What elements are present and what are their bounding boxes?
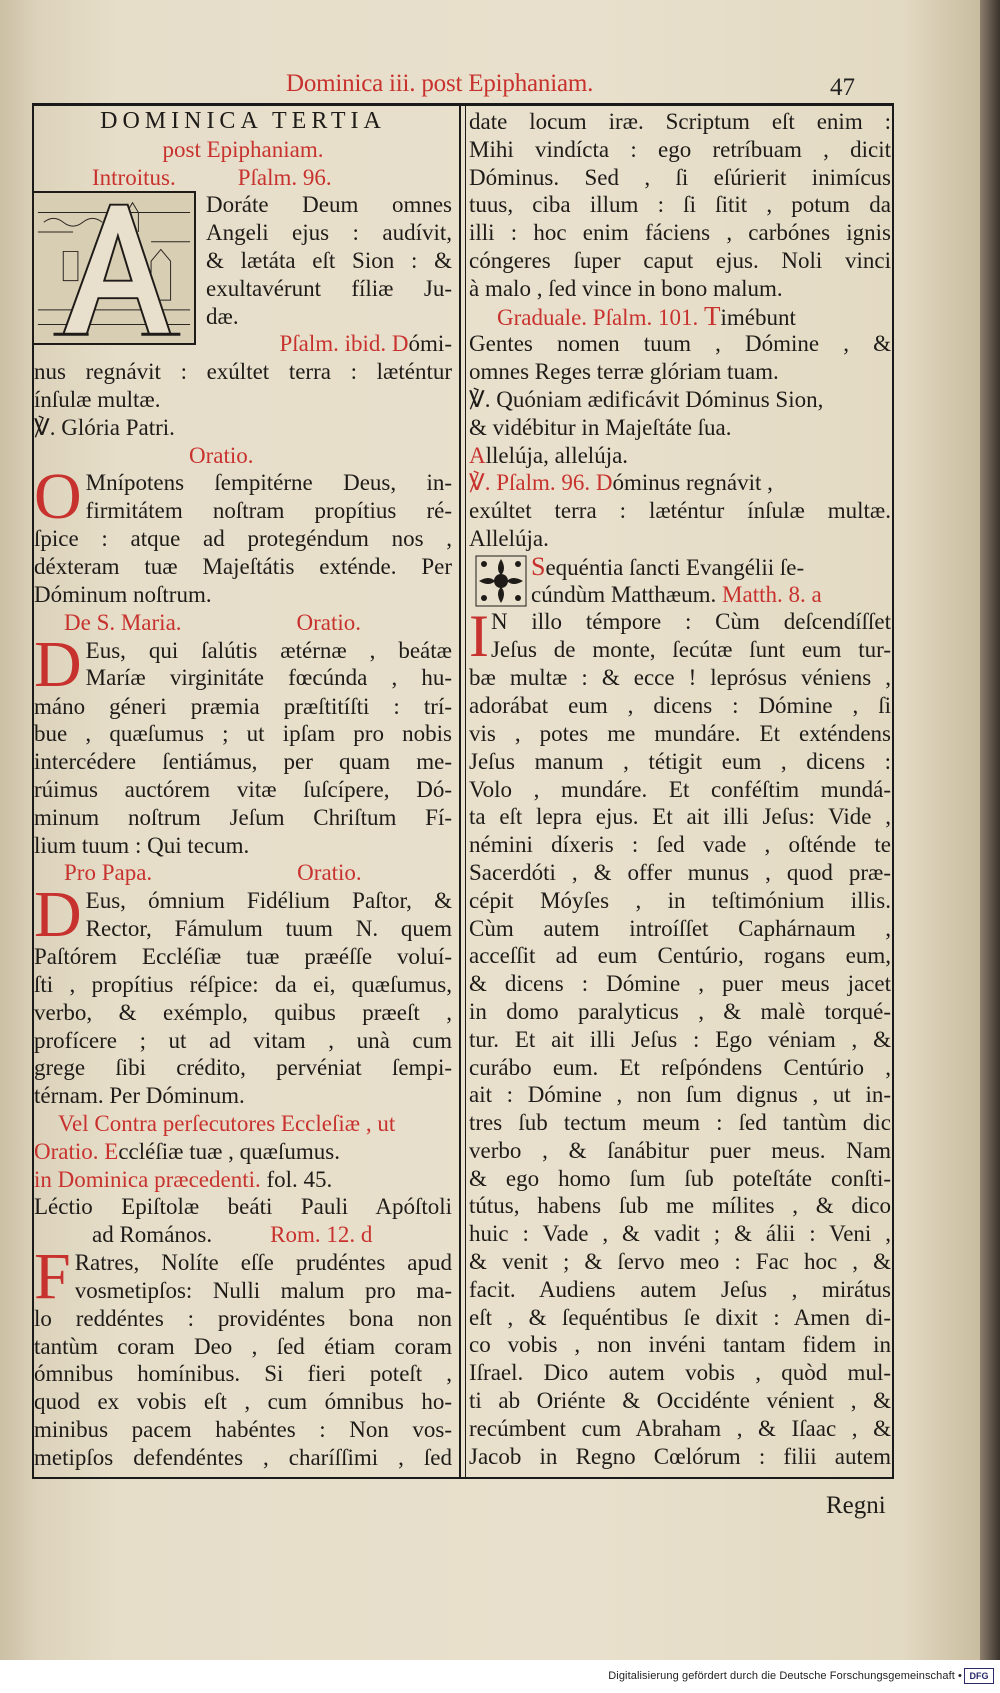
alleluia-text: llelúja, allelúja.: [485, 442, 629, 468]
epistle-line: à malo , ſed vince in bono malum.: [469, 275, 783, 301]
fleuron-ornament-icon: [475, 555, 527, 607]
introit-psalm: Pſalm. 96.: [237, 164, 332, 190]
oratio-line: ſpice : atque ad protegéndum nos ,: [34, 526, 452, 552]
sequentia-initial: S: [531, 552, 546, 581]
contra-oratio-line: [34, 1138, 452, 1166]
left-column: [34, 108, 452, 1472]
gospel-line: & ego homo ſum ſub poteſtáte conſti-: [469, 1165, 891, 1191]
catchword: Regni: [826, 1492, 886, 1519]
epistle-line: cóngeres ſuper caput ejus. Noli vinci: [469, 247, 891, 273]
oratio-line: máno géneri præmia præſtitíſti : trí-: [34, 693, 452, 719]
gospel-line: co vobis , non invéni tantam fidem in: [469, 1332, 891, 1358]
epistle-line: Dóminus. Sed , ſi eſúrierit inimícus: [469, 164, 891, 190]
contra-line: Vel Contra perſecutores Eccleſiæ , ut: [58, 1110, 396, 1136]
sequentia-evangelist: cúndùm Matthæum.: [531, 581, 717, 607]
oratio-line: lium tuum : Qui tecum.: [34, 832, 250, 858]
dropcap-I: I: [469, 603, 489, 670]
gospel-line: recúmbent cum Abraham , & Iſaac , &: [469, 1415, 891, 1441]
gospel-line: Sacerdóti , & offer munus , quod præ-: [469, 859, 891, 885]
oratio-line: Eus, ómnium Fidélium Paſtor, &: [85, 888, 452, 914]
oratio2-block: [34, 627, 452, 860]
dropcap-D: D: [34, 878, 82, 952]
oratio-line: Rector, Fámulum tuum N. quem: [85, 915, 452, 941]
gospel-line: N illo témpore : Cùm deſcendíſſet: [490, 609, 891, 635]
mass-subtitle: post Epiphaniam.: [162, 136, 324, 162]
epistle-line: tuus, ciba illum : ſi ſitit , potum da: [469, 192, 891, 218]
psalm-line: nus regnávit : exúltet terra : læténtur: [34, 359, 452, 385]
dropcap-D: D: [34, 627, 82, 701]
versicle-line: ℣. Quóniam ædificávit Dóminus Sion,: [469, 386, 824, 412]
gospel-line: ta eſt lepra ejus. Et ait illi Jeſus: Vide ,: [469, 804, 891, 830]
introit-line: & lætáta eſt Sion : &: [206, 247, 452, 273]
versicle-psalm-label: ℣. Pſalm. 96. D: [469, 470, 613, 496]
oratio-line: profícere ; ut ad vitam , unà cum: [34, 1027, 452, 1053]
gospel-line: tútus, habens ſub me mílites , & dico: [469, 1193, 891, 1219]
epistle-line: date locum iræ. Scriptum eſt enim :: [469, 109, 891, 134]
frame-rule-bottom: [32, 1477, 894, 1479]
woodcut-initial-A-icon: [32, 191, 196, 345]
gospel-line: ti ab Oriénte & Occidénte vénient , &: [469, 1388, 891, 1414]
gospel-line: Cùm autem introíſſet Caphárnaum ,: [469, 915, 891, 941]
gospel-line: bæ multæ : & ecce ! leprósus véniens ,: [469, 665, 891, 691]
graduale-heading: [469, 303, 891, 331]
versicle-psalm-text: óminus regnávit ,: [612, 470, 773, 496]
gospel-line: tur. Et ait illi Jeſus : Ego véniam , &: [469, 1026, 891, 1052]
introit-label: Introitus.: [92, 164, 176, 190]
oratio-line: Mnípotens ſempitérne Deus, in-: [85, 470, 452, 496]
graduale-line: omnes Reges terræ glóriam tuam.: [469, 359, 779, 385]
footer-text: Digitalisierung gefördert durch die Deutsche Forschungsgemeinschaft •: [608, 1670, 962, 1682]
versicle-psalm-line: exúltet terra : læténtur ínſulæ multæ.: [469, 498, 891, 524]
psalm-line: ínſulæ multæ.: [34, 386, 161, 412]
oratio3-block: [34, 878, 452, 1110]
lectio-addressee: ad Romános.: [92, 1222, 213, 1248]
papa-label: Pro Papa.: [64, 860, 153, 886]
oratio-line: déxteram tuæ Majeſtátis exténde. Per: [34, 554, 452, 580]
column-divider: [459, 103, 461, 1479]
lectio-line: minibus pacem habéntes : Non vos-: [34, 1417, 452, 1443]
lectio-line: Ratres, Nolíte eſſe prudéntes apud: [74, 1249, 452, 1275]
sequentia-ref: Matth. 8. a: [722, 581, 822, 607]
gospel-line: in domo paralyticus , & malè torqué-: [469, 998, 891, 1024]
gospel-line: acceſſit ad eum Centúrio, rogans eum,: [469, 943, 891, 969]
dropcap-O: O: [34, 460, 82, 534]
contra-oratio-text: ccléſiæ tuæ , quæſumus.: [118, 1138, 341, 1164]
contra-ref-label: in Dominica præcedenti.: [34, 1166, 261, 1192]
oratio-line: térnam. Per Dóminum.: [34, 1083, 245, 1109]
maria-oratio: Oratio.: [296, 609, 362, 635]
gospel-line: Jeſus manum , tétigit eum , dicens :: [469, 748, 891, 774]
gospel-line: huic : Vade , & vadit ; & álii : Veni ,: [469, 1221, 891, 1247]
introit-line: Doráte Deum omnes: [206, 192, 452, 218]
epistle-line: Mihi vindícta : ego retríbuam , dicit: [469, 136, 891, 162]
lectio-subheading: [34, 1221, 452, 1249]
versicle-psalm-line: Allelúja.: [469, 525, 549, 551]
lectio-line: lo reddéntes : providéntes bona non: [34, 1305, 452, 1331]
gospel-line: facit. Audiens autem Jeſus , mirátus: [469, 1276, 891, 1302]
lectio-ref: Rom. 12. d: [270, 1222, 373, 1248]
oratio-line: firmitátem noſtram propítius ré-: [85, 498, 452, 524]
oratio-line: verbo, & exémplo, quibus præeſt ,: [34, 999, 452, 1025]
lectio-line: quod ex vobis eſt , cum ómnibus ho-: [34, 1389, 452, 1415]
dropcap-F: F: [34, 1239, 71, 1313]
gospel-line: Volo , mundáre. Et conféſtim mundá-: [469, 776, 891, 802]
oratio-line: Dóminum noſtrum.: [34, 581, 212, 607]
oratio-line: grege ſibi crédito, pervéniat ſempi-: [34, 1055, 452, 1081]
oratio-line: Eus, qui ſalútis ætérnæ , beátæ: [85, 637, 452, 663]
contra-oratio-label: Oratio. E: [34, 1138, 119, 1164]
lectio-line: metipſos defendéntes , charíſſimi , ſed: [34, 1444, 452, 1470]
running-head: Dominica iii. post Epiphaniam.: [286, 70, 594, 97]
gospel-line: vis , potes me mundáre. Et exténdens: [469, 720, 891, 746]
sequentia-block: [469, 553, 891, 609]
book-edge: [980, 0, 1000, 1660]
contra-ref-folio: fol. 45.: [266, 1166, 333, 1192]
frame-rule-right: [892, 103, 894, 1479]
oratio1-block: [34, 460, 452, 608]
gospel-line: ait : Dómine , non ſum dignus , ut in-: [469, 1082, 891, 1108]
lectio-line: vosmetipſos: Nulli malum pro ma-: [74, 1277, 452, 1303]
gospel-line: curábo eum. Et reſpóndens Centúrio ,: [469, 1054, 891, 1080]
introit-line: exultavérunt fíliæ Ju-: [206, 275, 452, 301]
lectio-block: [34, 1239, 452, 1472]
sequentia-line: [531, 553, 891, 581]
gospel-line: & dicens : Dómine , puer meus jacet: [469, 971, 891, 997]
maria-heading: [34, 609, 452, 637]
oratio-line: Maríæ virginitáte fœcúnda , hu-: [85, 665, 452, 691]
lectio-line: ómnibus homínibus. Si fieri poteſt ,: [34, 1361, 452, 1387]
oratio-line: rúimus auctórem vitæ ſuſcípere, Dó-: [34, 776, 452, 802]
versicle-line: & vidébitur in Majeſtáte ſua.: [469, 414, 732, 440]
maria-label: De S. Maria.: [64, 609, 182, 635]
oratio-line: ſti , propítius réſpice: da ei, quæſumus,: [34, 971, 452, 997]
papa-heading: [34, 859, 452, 887]
versicle-psalm-line: [469, 469, 891, 497]
sequentia-text: equéntia ſancti Evangélii ſe-: [545, 554, 805, 580]
gospel-line: adorábat eum , dicens : Dómine , ſi: [469, 693, 891, 719]
psalm-ibid-label: Pſalm. ibid. D: [279, 331, 409, 357]
versicle-gloria: ℣. Glória Patri.: [34, 414, 175, 440]
column-divider-thin: [465, 103, 466, 1479]
gospel-line: némini díxeris : ſed vade , oſténde te: [469, 832, 891, 858]
epistle-line: illi : hoc enim fáciens , carbónes ignis: [469, 220, 891, 246]
oratio-line: intercédere ſentiámus, per quam me-: [34, 749, 452, 775]
oratio-line: bue , quæſumus ; ut ipſam pro nobis: [34, 721, 452, 747]
psalm-ibid-text: ómi-: [408, 331, 452, 357]
gospel-line: cépit Móyſes , in teſtimónium illis.: [469, 887, 891, 913]
digitization-footer: [0, 1660, 1000, 1693]
introit-block: [34, 191, 452, 358]
oratio-line: minum noſtrum Jeſum Chriſtum Fí-: [34, 804, 452, 830]
frame-rule-top: [32, 103, 894, 106]
lectio-heading: Léctio Epiſtolæ beáti Pauli Apóſtoli: [34, 1194, 452, 1220]
introit-heading: [34, 164, 452, 192]
oratio-line: Paſtórem Eccléſiæ tuæ præéſſe voluí-: [34, 944, 452, 970]
contra-ref-line: [34, 1166, 452, 1194]
lectio-line: tantùm coram Deo , ſed étiam coram: [34, 1333, 452, 1359]
gospel-line: & venit ; & ſervo meo : Fac hoc , &: [469, 1249, 891, 1275]
graduale-text: imébunt: [720, 304, 796, 330]
gospel-block: [469, 603, 891, 1470]
papa-oratio: Oratio.: [297, 860, 362, 886]
gospel-line: Jacob in Regno Cœlórum : filii autem: [469, 1443, 891, 1469]
introit-line: dæ.: [206, 303, 239, 329]
right-column: [469, 108, 891, 1470]
graduale-initial: T: [703, 302, 721, 331]
graduale-line: Gentes nomen tuum , Dómine , &: [469, 331, 891, 357]
sequentia-line: [531, 581, 891, 609]
dfg-logo-icon: DFG: [964, 1668, 994, 1684]
mass-title: DOMINICA TERTIA: [100, 108, 386, 134]
gospel-line: Iſrael. Dico autem vobis , quòd mul-: [469, 1360, 891, 1386]
gospel-line: eſt , & ſequéntibus ſe dixit : Amen di-: [469, 1304, 891, 1330]
gospel-line: tres ſub tectum meum : ſed tantùm dic: [469, 1110, 891, 1136]
oratio-heading: Oratio.: [189, 442, 254, 468]
alleluia-line: [469, 442, 891, 470]
page-number: 47: [830, 74, 855, 101]
introit-line: Angeli ejus : audívit,: [206, 220, 452, 246]
gospel-line: verbo , & ſanábitur puer meus. Nam: [469, 1137, 891, 1163]
gospel-line: Jeſus de monte, ſecútæ ſunt eum tur-: [490, 637, 891, 663]
alleluia-initial: A: [469, 442, 486, 468]
graduale-label: Graduale. Pſalm. 101.: [497, 304, 699, 330]
